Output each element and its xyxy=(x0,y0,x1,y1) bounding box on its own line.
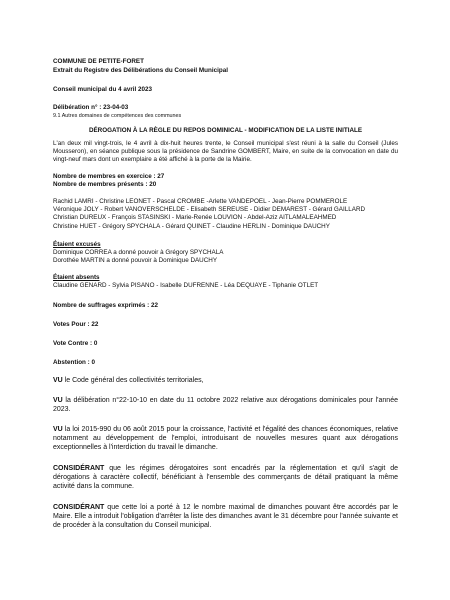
consideration-lead: CONSIDÉRANT xyxy=(53,465,105,472)
absent-heading: Étaient absents xyxy=(53,274,100,281)
members-present: Nombre de membres présents : 20 xyxy=(53,181,157,188)
consideration-paragraph xyxy=(53,464,398,492)
consideration-paragraph xyxy=(53,425,398,453)
excused-heading: Étaient excusés xyxy=(53,241,101,248)
deliberation-title: DÉROGATION À LA RÈGLE DU REPOS DOMINICAL - MODIFICATION DE LA LISTE INITIALE xyxy=(88,127,363,134)
intro-paragraph: L'an deux mil vingt-trois, le 4 avril à dix-huit heures trente, le Conseil municipal s'est réuni à la salle du Conseil (Jules Mousseron), en séance publique sous la présidence de Sandrine GOMBERT, Maire, en suite de la convocation en date du vingt-neuf mars dont un exemplaire a été affiché à la porte de la Mairie. xyxy=(53,140,398,164)
consideration-paragraph xyxy=(53,503,398,531)
excused-line: Dominique CORREA a donné pouvoir à Grégory SPYCHALA xyxy=(53,249,224,256)
consideration-text: que les régimes dérogatoires sont encadrés par la réglementation et qu'il s'agit de dérogations à caractère collectif, bénéficiant à l'ensemble des commerçants de détail pratiquant la même activité dans la commune. xyxy=(53,465,398,491)
session-date: Conseil municipal du 4 avril 2023 xyxy=(53,86,153,93)
consideration-lead: VU xyxy=(53,397,63,404)
present-members-list xyxy=(53,198,398,231)
present-members-line: Christine HUET - Grégory SPYCHALA - Gérard QUINET - Claudine HERLIN - Dominique DAUCHY xyxy=(53,222,330,230)
consideration-text: la délibération n°22-10-10 en date du 11 octobre 2022 relative aux dérogations dominicales pour l'année 2023. xyxy=(53,397,398,414)
consideration-lead: VU xyxy=(53,377,63,384)
consideration-paragraph xyxy=(53,376,398,385)
commune-name: COMMUNE DE PETITE-FORET xyxy=(53,58,144,65)
consideration-lead: VU xyxy=(53,426,63,433)
present-members-line: Véronique JOLY - Robert VANOVERSCHELDE - Elisabeth SEREUSE - Didier DEMAREST - Gérard GAILLARD xyxy=(53,206,366,214)
abstentions: Abstention : 0 xyxy=(53,359,95,366)
consideration-text: le Code général des collectivités territoriales, xyxy=(62,377,204,384)
votes-against: Vote Contre : 0 xyxy=(53,340,98,347)
excused-line: Dorothée MARTIN a donné pouvoir à Dominique DAUCHY xyxy=(53,257,218,264)
members-in-office: Nombre de membres en exercice : 27 xyxy=(53,173,165,180)
present-members-line: Rachid LAMRI - Christine LEONET - Pascal CROMBE -Arlette VANDEPOEL - Jean-Pierre POMMEROLE xyxy=(53,198,348,205)
absent-line: Claudine GENARD - Sylvia PISANO - Isabelle DUFRENNE - Léa DEQUAYE - Tiphanie OTLET xyxy=(53,282,319,289)
present-members-line: Christian DUREUX - François STASINSKI - Marie-Renée LOUVION - Abdel-Aziz AITLAMALEAHMED xyxy=(53,214,337,222)
deliberation-number: Délibération n° : 23-04-03 xyxy=(53,104,129,111)
consideration-text: que cette loi a porté à 12 le nombre maximal de dimanches pouvant être accordés par le Maire. Elle a introduit l'obligation d'arrêter la liste des dimanches avant le 31 décembre pour l'année suivante et de procéder à la consultation du Conseil municipal. xyxy=(53,504,398,530)
registry-extract-line: Extrait du Registre des Délibérations du Conseil Municipal xyxy=(53,67,228,74)
votes-for: Votes Pour : 22 xyxy=(53,321,99,328)
suffrages-expressed: Nombre de suffrages exprimés : 22 xyxy=(53,302,158,309)
consideration-paragraph xyxy=(53,396,398,414)
consideration-text: la loi 2015-990 du 06 août 2015 pour la croissance, l'activité et l'égalité des chances économiques, relative notamment au développement de l'emploi, introduisant de nouvelles mesures quant aux dérogations exceptionnelles à l'interdiction du travail le dimanche. xyxy=(53,426,398,452)
subject-category: 9.1 Autres domaines de compétences des communes xyxy=(53,113,182,119)
consideration-lead: CONSIDÉRANT xyxy=(53,504,105,511)
